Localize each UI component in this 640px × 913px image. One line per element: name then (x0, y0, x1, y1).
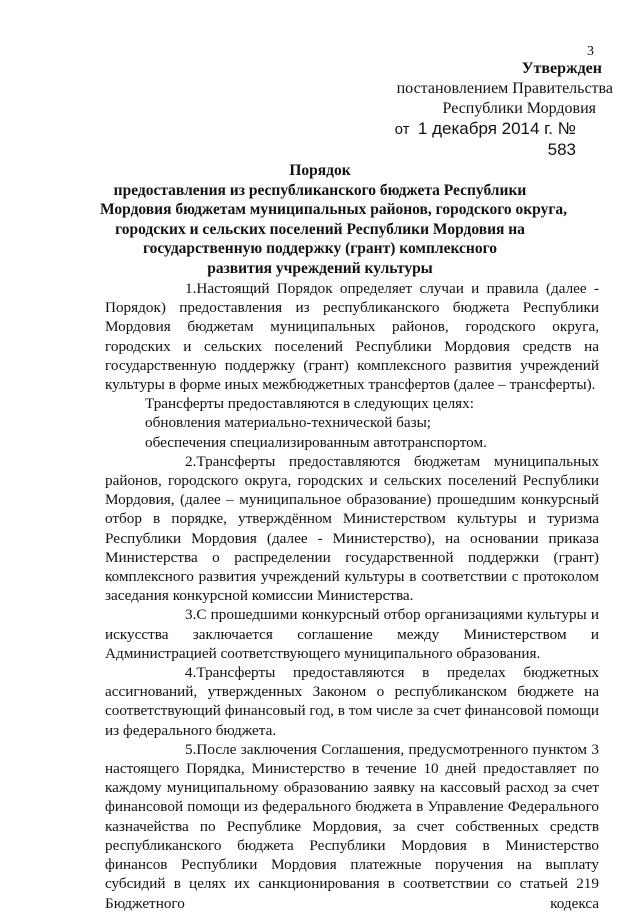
paragraph-text: Трансферты предоставляются в пределах бюджетных ассигнований, утвержденных Законом о республиканском бюджете на соответствующий финансовый год, в том числе за счет финансовой помощи из федерального бюджета. (105, 664, 599, 739)
approval-title: Утвержден (521, 60, 602, 77)
approval-block (380, 59, 616, 161)
heading-line: государственную поддержку (грант) комплексного (142, 240, 498, 258)
paragraph-number: 2. (185, 452, 197, 470)
heading-line: предоставления из республиканского бюджета Республики (113, 181, 527, 199)
approval-date-prefix: от (394, 121, 410, 138)
paragraph-1 (105, 279, 599, 394)
approval-date-value: 1 декабря 2014 г. № 583 (417, 119, 576, 159)
heading-line: городских и сельских поселений Республики Мордовия на (115, 220, 525, 238)
approval-date (380, 119, 616, 161)
approval-line-1: постановлением Правительства (396, 80, 613, 97)
paragraph-text: Трансферты предоставляются в следующих целях: (145, 395, 474, 413)
paragraph-text: С прошедшими конкурсный отбор организациями культуры и искусства заключается соглашение между Министерством и Администрацией соответствующего муниципального образования. (105, 606, 599, 662)
approval-line-2: Республики Мордовия (442, 100, 596, 117)
paragraph-number: 1. (185, 280, 197, 297)
heading-line: Порядок (289, 162, 351, 179)
paragraph-number: 5. (185, 740, 197, 758)
paragraph-text: Трансферты предоставляются бюджетам муниципальных районов, городского округа, городских и сельских поселений Республики Мордовия, (далее – муниципальное образование) прошедшим конкурсный отбор в порядке, утверждённом Министерством культуры и туризма Республики Мордовия (далее - Министерство), на основании приказа Министерства о распределении государственной поддержки (грант) комплексного развития учреждений культуры в соответствии с протоколом заседания конкурсной комиссии Министерства. (105, 452, 599, 605)
paragraph-text: Настоящий Порядок определяет случаи и правила (далее - Порядок) предоставления из республиканского бюджета Республики Мордовия бюджетам муниципальных районов, городского округа, городских и сельских поселений Республики Мордовия средств на государственную поддержку (грант) комплексного развития учреждений культуры в форме иных межбюджетных трансфертов (далее – трансферты). (105, 280, 599, 394)
document-heading (100, 161, 567, 279)
paragraph-goal-1 (105, 413, 599, 432)
paragraph-number: 4. (185, 664, 197, 682)
paragraph-text: После заключения Соглашения, предусмотренного пунктом 3 настоящего Порядка, Министерство в течение 10 дней предоставляет по каждому муниципальному образованию заявку на кассовый расход за счет финансовой помощи из федерального бюджета в Управление Федерального казначейства по Республике Мордовия, за счет собственных средств республиканского бюджета Республики Мордовия в Министерство финансов Республики Мордовия платежные поручения на выплату субсидий в целях их санкционирования в соответствии со статьей 219 Бюджетного кодекса (105, 740, 599, 912)
paragraph-2 (105, 452, 599, 606)
paragraph-text: обеспечения специализированным автотранспортом. (145, 433, 487, 451)
paragraph-number: 3. (185, 606, 197, 624)
paragraph-goals (105, 394, 599, 413)
paragraph-goal-2 (105, 433, 599, 452)
paragraph-3 (105, 605, 599, 663)
heading-line: развития учреждений культуры (207, 259, 433, 277)
paragraph-5 (105, 740, 599, 913)
heading-line: Мордовия бюджетам муниципальных районов, городского округа, (100, 201, 567, 219)
paragraph-4 (105, 663, 599, 740)
page-number: 3 (587, 44, 594, 59)
paragraph-text: обновления материально-технической базы; (145, 414, 432, 432)
document-body (105, 279, 599, 913)
